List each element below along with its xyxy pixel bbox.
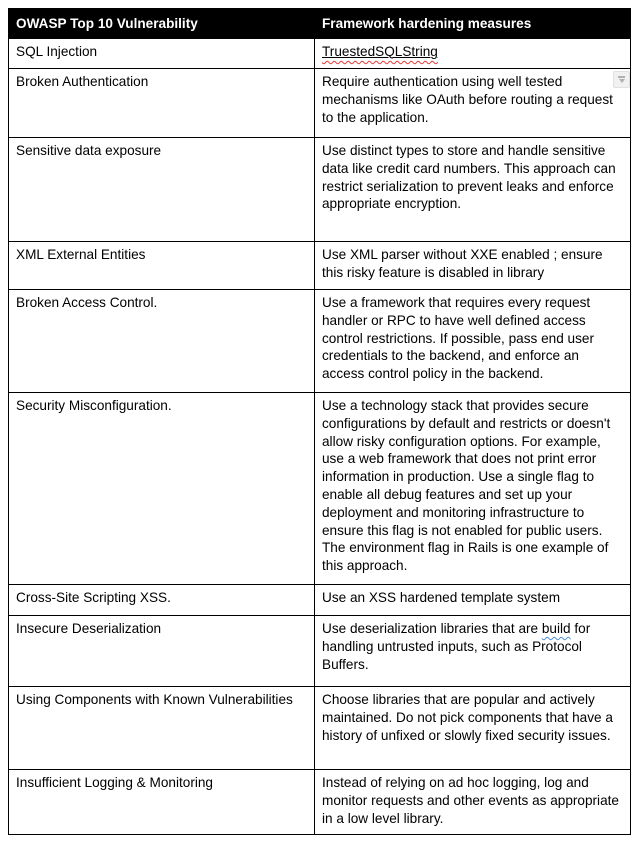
table-row <box>9 770 631 835</box>
owasp-hardening-table <box>8 8 631 835</box>
suggestion-dropdown-button[interactable] <box>613 71 630 88</box>
measure-cell: Require authentication using well tested mechanisms like OAuth before routing a request to the application. <box>315 69 631 138</box>
measure-cell: Use an XSS hardened template system <box>315 585 631 616</box>
table-row <box>9 242 631 290</box>
table-row <box>9 69 631 138</box>
vulnerability-cell: Using Components with Known Vulnerabilities <box>9 687 315 770</box>
measure-cell: Use distinct types to store and handle sensitive data like credit card numbers. This approach can restrict serialization to prevent leaks and enforce appropriate encryption. <box>315 138 631 242</box>
measure-cell: Use a framework that requires every request handler or RPC to have well defined access control restrictions. If possible, pass end user credentials to the backend, and enforce an access control policy in the backend. <box>315 290 631 393</box>
column-header-vulnerability: OWASP Top 10 Vulnerability <box>9 9 315 39</box>
table-row <box>9 585 631 616</box>
vulnerability-cell: Cross-Site Scripting XSS. <box>9 585 315 616</box>
measure-cell: Use deserialization libraries that are build for handling untrusted inputs, such as Protocol Buffers. <box>315 616 631 687</box>
table-row <box>9 290 631 393</box>
misspelled-term: TruestedSQLString <box>322 44 438 59</box>
vulnerability-cell: Insecure Deserialization <box>9 616 315 687</box>
table-row <box>9 687 631 770</box>
table-body <box>9 39 631 835</box>
measure-cell: Use XML parser without XXE enabled ; ensure this risky feature is disabled in library <box>315 242 631 290</box>
vulnerability-cell: Sensitive data exposure <box>9 138 315 242</box>
table-row <box>9 39 631 69</box>
vulnerability-cell: Insufficient Logging & Monitoring <box>9 770 315 835</box>
table-row <box>9 393 631 585</box>
measure-cell: Use a technology stack that provides secure configurations by default and restricts or doesn't allow risky configuration options. For example, use a web framework that does not print error information in production. Use a single flag to enable all debug features and set up your deployment and monitoring infrastructure to ensure this flag is not enabled for public users. The environment flag in Rails is one example of this approach. <box>315 393 631 585</box>
measure-cell: Instead of relying on ad hoc logging, log and monitor requests and other events as appropriate in a low level library. <box>315 770 631 835</box>
vulnerability-cell: XML External Entities <box>9 242 315 290</box>
dropdown-arrow-icon <box>618 76 625 83</box>
vulnerability-cell: Broken Authentication <box>9 69 315 138</box>
header-row <box>9 9 631 39</box>
table-row <box>9 616 631 687</box>
column-header-measures: Framework hardening measures <box>315 9 631 39</box>
table-row <box>9 138 631 242</box>
vulnerability-cell: SQL Injection <box>9 39 315 69</box>
measure-cell: Choose libraries that are popular and actively maintained. Do not pick components that have a history of unfixed or slowly fixed security issues. <box>315 687 631 770</box>
grammar-flagged-word: build <box>541 621 571 636</box>
vulnerability-cell: Security Misconfiguration. <box>9 393 315 585</box>
vulnerability-cell: Broken Access Control. <box>9 290 315 393</box>
measure-cell <box>315 39 631 69</box>
